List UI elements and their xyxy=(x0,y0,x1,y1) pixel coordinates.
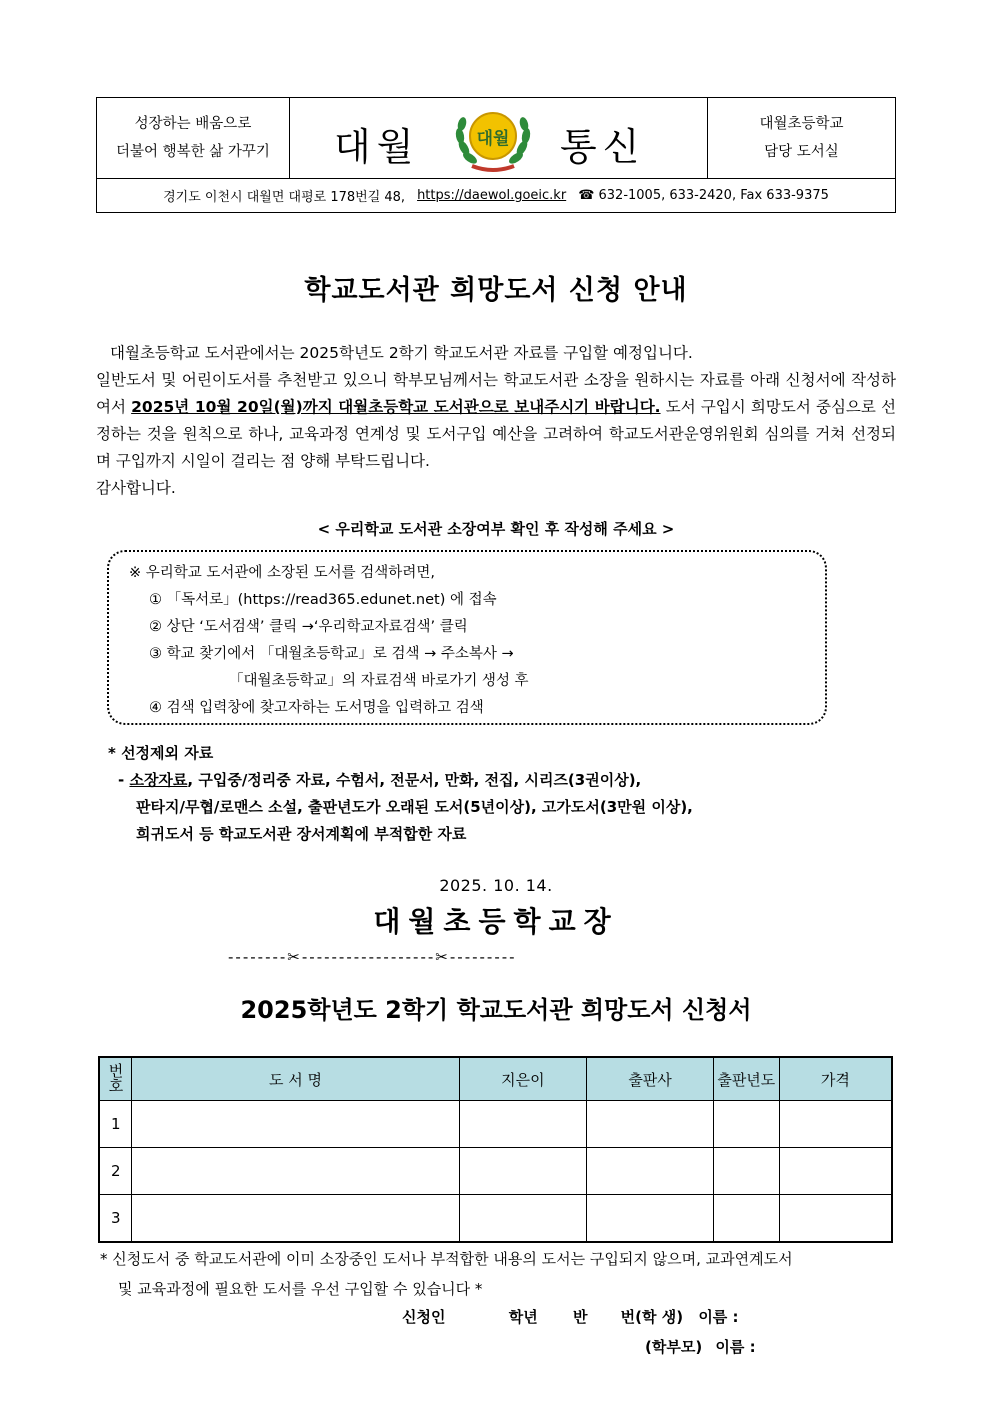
website-link[interactable]: https://daewol.goeic.kr xyxy=(417,188,567,203)
contact-bar xyxy=(97,178,895,212)
grade-label: 학년 xyxy=(508,1308,538,1326)
footnote xyxy=(100,1244,900,1304)
instruction-step-4: ④ 검색 입력창에 찾고자하는 도서명을 입력하고 검색 xyxy=(149,700,484,716)
parent-label: (학부모) xyxy=(645,1338,703,1356)
intro-text xyxy=(96,340,896,502)
book-request-table xyxy=(98,1056,893,1243)
form-title: 2025학년도 2학기 학교도서관 희망도서 신청서 xyxy=(240,996,752,1024)
exclusion-list xyxy=(108,740,693,848)
exclusion-underlined: 소장자료 xyxy=(129,771,188,789)
year-cell[interactable] xyxy=(713,1195,779,1243)
notice-heading: < 우리학교 도서관 소장여부 확인 후 작성해 주세요 > xyxy=(317,520,675,538)
table-row xyxy=(99,1101,892,1148)
title-cell[interactable] xyxy=(132,1101,459,1148)
footnote-line-1: * 신청도서 중 학교도서관에 이미 소장중인 도서나 부적합한 내용의 도서는 구입되지 않으며, 교과연계도서 xyxy=(100,1250,793,1268)
instruction-step-3: ③ 학교 찾기에서 「대월초등학교」로 검색 → 주소복사 → xyxy=(149,646,514,662)
table-header-row xyxy=(99,1057,892,1101)
title-cell[interactable] xyxy=(132,1195,459,1243)
masthead-right-text: 통신 xyxy=(560,125,646,169)
row-number: 3 xyxy=(99,1195,132,1243)
instruction-step-1: ① 「독서로」(https://read365.edunet.net) 에 접속 xyxy=(149,592,497,608)
row-number: 1 xyxy=(99,1101,132,1148)
search-instructions-box xyxy=(107,550,827,725)
table-row xyxy=(99,1148,892,1195)
year-cell[interactable] xyxy=(713,1148,779,1195)
page-title: 학교도서관 희망도서 신청 안내 xyxy=(304,275,688,306)
exclusion-line-2: 판타지/무협/로맨스 소설, 출판년도가 오래된 도서(5년이상), 고가도서(3만원 이상), xyxy=(136,798,693,816)
applicant-line xyxy=(402,1306,739,1327)
header-publisher: 출판사 xyxy=(587,1057,714,1101)
phone-fax: ☎ 632-1005, 633-2420, Fax 633-9375 xyxy=(578,188,829,203)
exclusion-line-1-rest: , 구입중/정리중 자료, 수험서, 전문서, 만화, 전집, 시리즈(3권이상), xyxy=(187,771,642,789)
publisher-cell[interactable] xyxy=(587,1101,714,1148)
price-cell[interactable] xyxy=(779,1101,892,1148)
author-cell[interactable] xyxy=(459,1195,587,1243)
publisher-cell[interactable] xyxy=(587,1148,714,1195)
exclusion-bullet: - xyxy=(118,771,130,789)
title-cell[interactable] xyxy=(132,1148,459,1195)
exclusion-line-3: 희귀도서 등 학교도서관 장서계획에 부적합한 자료 xyxy=(136,825,467,843)
parent-line xyxy=(645,1336,756,1357)
intro-paragraph-2 xyxy=(96,367,896,475)
instruction-step-2: ② 상단 ‘도서검색’ 클릭 →‘우리학교자료검색’ 클릭 xyxy=(149,619,468,635)
newsletter-masthead xyxy=(290,98,707,178)
header-author: 지은이 xyxy=(459,1057,587,1101)
instruction-step-3-cont: 「대월초등학교」의 자료검색 바로가기 생성 후 xyxy=(229,673,529,689)
masthead-left-text: 대월 xyxy=(334,125,420,169)
footnote-line-2: 및 교육과정에 필요한 도서를 우선 구입할 수 있습니다 * xyxy=(118,1280,483,1298)
instruction-line: ※ 우리학교 도서관에 소장된 도서를 검색하려면, xyxy=(129,565,435,581)
newsletter-header xyxy=(96,97,896,213)
intro-p2-start: 일반도서 및 어린이도서를 추천받고 있으니 학부모님께서는 학교도서관 소장을 원하시는 자료를 아래 신청서에 작성하여서 xyxy=(96,371,896,416)
emblem-text: 대월 xyxy=(476,129,510,149)
publisher-cell[interactable] xyxy=(587,1195,714,1243)
exclusion-heading: * 선정제외 자료 xyxy=(108,744,214,762)
row-number: 2 xyxy=(99,1148,132,1195)
parent-name-label: 이름 : xyxy=(715,1338,756,1356)
header-title: 도 서 명 xyxy=(132,1057,459,1101)
price-cell[interactable] xyxy=(779,1148,892,1195)
school-info xyxy=(707,98,895,178)
student-number-label: 번(학 생) xyxy=(620,1308,684,1326)
school-slogan xyxy=(97,98,290,178)
author-cell[interactable] xyxy=(459,1101,587,1148)
cut-line: --------✂------------------✂--------- xyxy=(228,948,517,966)
price-cell[interactable] xyxy=(779,1195,892,1243)
author-cell[interactable] xyxy=(459,1148,587,1195)
slogan-line-2: 더불어 행복한 삶 가꾸기 xyxy=(116,144,270,160)
header-year: 출판년도 xyxy=(713,1057,779,1101)
student-name-label: 이름 : xyxy=(698,1308,739,1326)
header-price: 가격 xyxy=(779,1057,892,1101)
address: 경기도 이천시 대월면 대평로 178번길 48, xyxy=(163,190,406,205)
exclusion-line-1 xyxy=(108,767,693,794)
header-number xyxy=(99,1057,132,1101)
header-number-label: 번호 xyxy=(108,1062,124,1095)
intro-paragraph-3: 감사합니다. xyxy=(96,479,176,497)
slogan-line-1: 성장하는 배움으로 xyxy=(134,116,252,132)
class-label: 반 xyxy=(572,1308,588,1326)
year-cell[interactable] xyxy=(713,1101,779,1148)
department: 담당 도서실 xyxy=(764,144,839,160)
intro-p2-end: 도서 구입시 희망도서 중심으로 선정하는 것을 원칙으로 하나, 교육과정 연계성 및 도서구입 예산을 고려하여 학교도서관운영위원회 심의를 거쳐 선정되며 구입까지 시일이 걸리는 점 양해 부탁드립니다. xyxy=(96,398,897,470)
intro-paragraph-1: 대월초등학교 도서관에서는 2025학년도 2학기 학교도서관 자료를 구입할 예정입니다. xyxy=(110,344,693,362)
principal-signature: 대월초등학교장 xyxy=(373,905,619,938)
school-emblem-icon xyxy=(450,102,536,174)
deadline-emphasis: 2025년 10월 20일(월)까지 대월초등학교 도서관으로 보내주시기 바랍니다. xyxy=(131,398,661,416)
table-row xyxy=(99,1195,892,1243)
applicant-label: 신청인 xyxy=(402,1308,446,1326)
school-name: 대월초등학교 xyxy=(759,116,844,132)
issue-date: 2025. 10. 14. xyxy=(439,876,553,895)
